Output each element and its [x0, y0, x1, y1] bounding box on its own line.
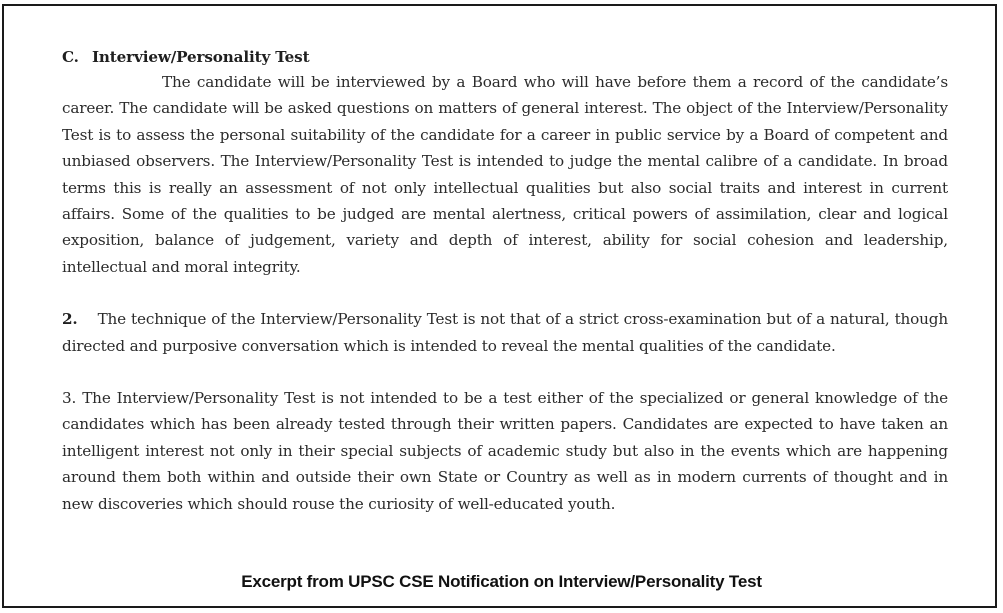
paragraph-gap — [62, 280, 948, 306]
section-number: C. — [62, 48, 79, 66]
image-caption: Excerpt from UPSC CSE Notification on Interview/Personality Test — [241, 572, 762, 591]
section-title: Interview/Personality Test — [91, 48, 310, 66]
paragraph-1: The candidate will be interviewed by a Board who will have before them a record of the candidate’s career. The candidate will be asked questions on matters of general interest. The object of the Interview/Personality Test is to assess the personal suitability of the candidate for a career in public service by a Board of competent and unbiased observers. The Interview/Personality Test is intended to judge the mental calibre of a candidate. In broad terms this is really an assessment of not only intellectual qualities but also social traits and interest in current affairs. Some of the qualities to be judged are mental alertness, critical powers of assimilation, clear and logical exposition, balance of judgement, variety and depth of interest, ability for social cohesion and leadership, intellectual and moral integrity. — [62, 73, 948, 276]
paragraph-3 — [62, 385, 948, 517]
paragraph-3-text: The Interview/Personality Test is not intended to be a test either of the specialized or general knowledge of the candidates which has been already tested through their written papers. Candidates are expected to have taken an intelligent interest not only in their special subjects of academic study but also in the events which are happening around them both within and outside their own State or Country as well as in modern currents of thought and in new discoveries which should rouse the curiosity of well-educated youth. — [62, 389, 948, 513]
document-excerpt — [62, 45, 948, 517]
paragraph-2-text: The technique of the Interview/Personality Test is not that of a strict cross-examination but of a natural, though directed and purposive conversation which is intended to reveal the mental qualities of the candidate. — [62, 310, 948, 355]
paragraph-3-number: 3. — [62, 389, 77, 408]
section-heading — [62, 45, 948, 69]
paragraph-2-number: 2. — [62, 310, 78, 329]
paragraph-2 — [62, 306, 948, 359]
paragraph-gap — [62, 359, 948, 385]
